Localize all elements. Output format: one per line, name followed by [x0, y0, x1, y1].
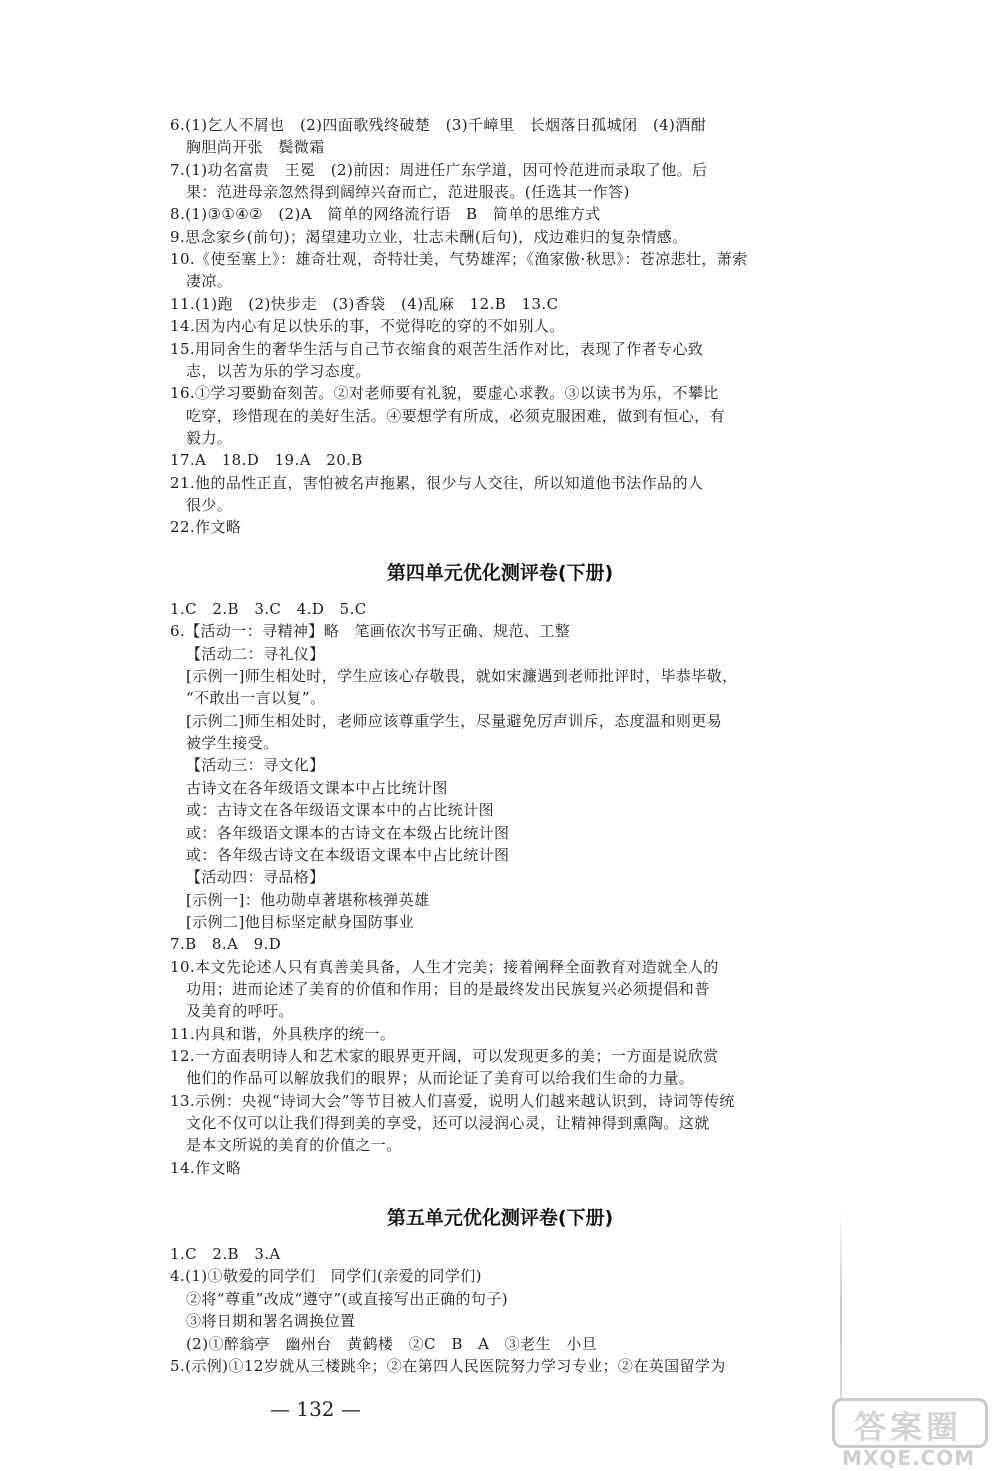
- text-line: 17.A 18.D 19.A 20.B: [170, 451, 363, 470]
- text-line: 或：古诗文在各年级语文课本中的占比统计图: [186, 801, 495, 820]
- text-line: (2)①醉翁亭 幽州台 黄鹤楼 ②C B A ③老生 小旦: [186, 1334, 598, 1353]
- text-line: 【活动二：寻礼仪】: [186, 644, 325, 663]
- text-line: 14.作文略: [170, 1158, 242, 1177]
- text-line: [示例二]师生相处时，老师应该尊重学生，尽量避免厉声训斥，态度温和则更易: [186, 711, 723, 730]
- watermark-logo: [828, 1398, 1000, 1471]
- text-line: ②将“尊重”改成“遵守”(或直接写出正确的句子): [186, 1289, 508, 1308]
- text-line: 11.(1)跑 (2)快步走 (3)香袋 (4)乱麻 12.B 13.C: [170, 294, 559, 313]
- text-line: 11.内具和谐，外具秩序的统一。: [170, 1024, 396, 1043]
- text-line: 14.因为内心有足以快乐的事，不觉得吃的穿的不如别人。: [170, 317, 565, 336]
- text-line: 古诗文在各年级语文课本中占比统计图: [186, 778, 448, 797]
- text-line: 胸胆尚开张 鬓微霜: [186, 138, 325, 157]
- text-line: [示例一]师生相处时，学生应该心存敬畏，就如宋濂遇到老师批评时，毕恭毕敬，: [186, 667, 738, 686]
- text-line: 吃穿，珍惜现在的美好生活。④要想学有所成，必须克服困难，做到有恒心，有: [186, 406, 726, 425]
- section-title-unit4: 第四单元优化测评卷(下册): [386, 562, 614, 584]
- text-line: 志，以苦为乐的学习态度。: [186, 361, 371, 380]
- text-line: 【活动四：寻品格】: [186, 868, 325, 887]
- text-line: “不敢出一言以复”。: [186, 689, 326, 708]
- text-line: 凄凉。: [186, 272, 233, 291]
- text-line: 9.思念家乡(前句)；渴望建功立业，壮志未酬(后句)，戍边难归的复杂情感。: [170, 227, 688, 246]
- text-line: 6.(1)乞人不屑也 (2)四面歌残终破楚 (3)千嶂里 长烟落日孤城闭 (4)酒酣: [170, 116, 707, 134]
- text-line: 他们的作品可以解放我们的眼界；从而论证了美育可以给我们生命的力量。: [186, 1069, 695, 1088]
- text-line: [示例一]：他功勋卓著堪称核弹英雄: [186, 890, 430, 909]
- text-line: 8.(1)③①④② (2)A 简单的网络流行语 B 简单的思维方式: [170, 205, 601, 224]
- text-line: 文化不仅可以让我们得到美的享受，还可以浸润心灵，让精神得到熏陶。这就: [186, 1114, 710, 1133]
- text-line: 1.C 2.B 3.A: [170, 1245, 281, 1263]
- text-line: 很少。: [186, 495, 233, 514]
- text-line: 或：各年级古诗文在本级语文课本中占比统计图: [186, 845, 510, 864]
- text-line: 7.B 8.A 9.D: [170, 935, 282, 954]
- text-line: 21.他的品性正直，害怕被名声拖累，很少与人交往，所以知道他书法作品的人: [170, 473, 704, 492]
- text-line: 【活动三：寻文化】: [186, 756, 325, 775]
- text-line: ③将日期和署名调换位置: [186, 1312, 356, 1331]
- text-line: [示例二]他目标坚定献身国防事业: [186, 912, 415, 931]
- watermark-url: MXQE.COM: [842, 1446, 976, 1470]
- text-line: 10.本文先论述人只有真善美具备，人生才完美；接着阐释全面教育对造就全人的: [170, 957, 719, 976]
- text-line: 15.用同舍生的奢华生活与自己节衣缩食的艰苦生活作对比，表现了作者专心致: [170, 339, 704, 358]
- text-line: 果：范进母亲忽然得到阔绰兴奋而亡，范进服丧。(任选其一作答): [186, 183, 630, 202]
- text-line: 6.【活动一：寻精神】略 笔画依次书写正确、规范、工整: [170, 622, 571, 641]
- text-line: 7.(1)功名富贵 王冕 (2)前因：周进任广东学道，因可怜范进而录取了他。后: [170, 160, 708, 179]
- text-line: 1.C 2.B 3.C 4.D 5.C: [170, 600, 367, 618]
- text-line: 16.①学习要勤奋刻苦。②对老师要有礼貌，要虚心求教。③以读书为乐，不攀比: [170, 384, 719, 403]
- text-line: 被学生接受。: [186, 734, 279, 753]
- text-line: 4.(1)①敬爱的同学们 同学们(亲爱的同学们): [170, 1267, 482, 1286]
- text-line: 毅力。: [186, 428, 233, 447]
- text-line: 是本文所说的美育的价值之一。: [186, 1136, 402, 1155]
- text-line: 22.作文略: [170, 518, 242, 537]
- text-line: 或：各年级语文课本的古诗文在本级占比统计图: [186, 823, 510, 842]
- text-line: 13.示例：央视“诗词大会”等节目被人们喜爱，说明人们越来越认识到，诗词等传统: [170, 1091, 735, 1110]
- text-line: 12.一方面表明诗人和艺术家的眼界更开阔，可以发现更多的美；一方面是说欣赏: [170, 1047, 719, 1065]
- watermark-text: 答案圈: [853, 1408, 962, 1446]
- text-line: 功用；进而论述了美育的价值和作用；目的是最终发出民族复兴必须提倡和普: [186, 979, 710, 998]
- section-title-unit5: 第五单元优化测评卷(下册): [386, 1207, 614, 1229]
- text-line: 及美育的呼吁。: [186, 1002, 294, 1021]
- text-line: 10.《使至塞上》：雄奇壮观，奇特壮美，气势雄浑；《渔家傲·秋思》：苍凉悲壮，萧索: [170, 250, 748, 269]
- scan-edge-shadow: [840, 1210, 842, 1400]
- page-number: — 132 —: [270, 1397, 361, 1421]
- text-line: 5.(示例)①12岁就从三楼跳伞；②在第四人民医院努力学习专业；②在英国留学为: [170, 1357, 726, 1375]
